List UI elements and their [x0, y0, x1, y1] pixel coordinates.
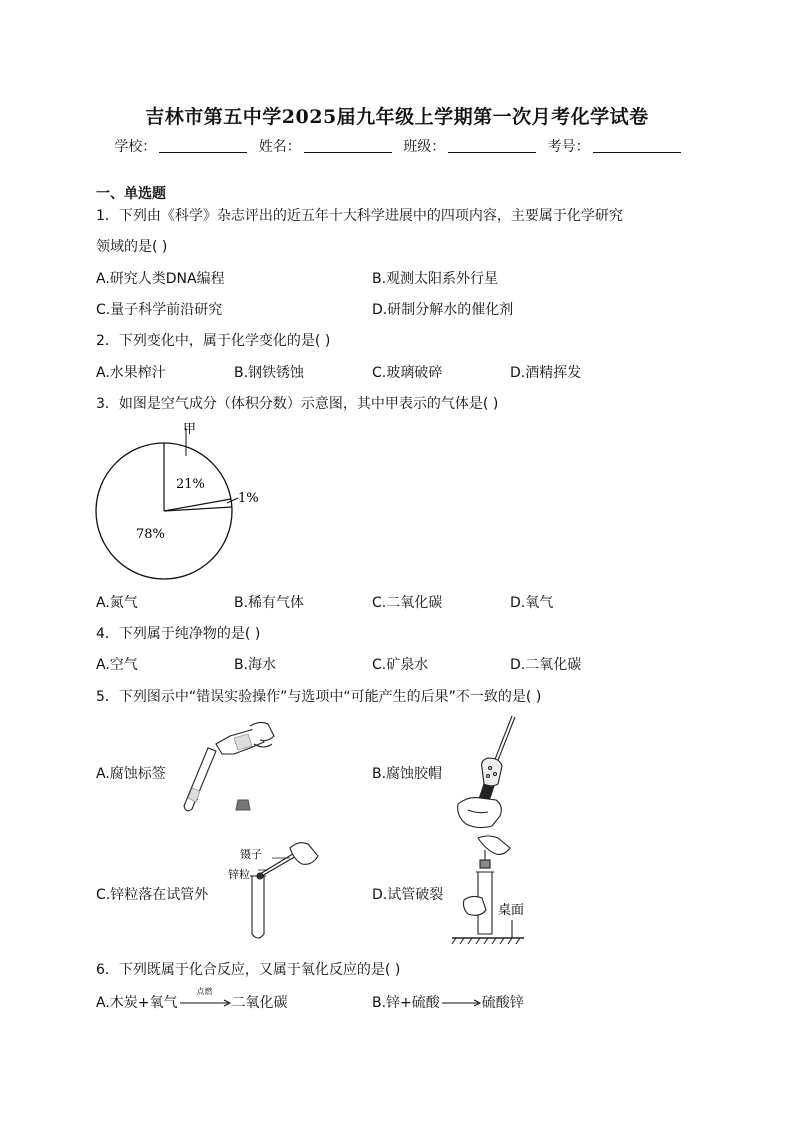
reaction-arrow-icon — [440, 998, 482, 1008]
pie-label-1: 1% — [238, 491, 259, 506]
question-1-stem: 1．下列由《科学》杂志评出的近五年十大科学进展中的四项内容，主要属于化学研究 — [96, 208, 623, 224]
q4-option-a: A.空气 — [96, 657, 138, 673]
ignite-condition-label: 点燃 — [196, 987, 213, 996]
q3-option-a: A.氮气 — [96, 595, 138, 611]
q2-option-a: A.水果榨汁 — [96, 365, 166, 381]
q5-option-d: D.试管破裂 — [372, 887, 444, 903]
school-blank — [159, 138, 247, 153]
q6-option-a-arrow — [178, 987, 232, 1010]
q1-option-b: B.观测太阳系外行星 — [372, 271, 499, 287]
section-title: 一、单选题 — [96, 186, 166, 202]
q5-option-b: B.腐蚀胶帽 — [372, 766, 443, 782]
reaction-arrow-icon — [178, 998, 232, 1008]
figure-c-zinc-illustration — [228, 840, 324, 944]
q4-option-d: D.二氧化碳 — [510, 657, 582, 673]
q6-option-a-product: 二氧化碳 — [231, 995, 288, 1011]
question-3-stem: 3．如图是空气成分（体积分数）示意图，其中甲表示的气体是( ) — [96, 396, 499, 412]
exam-number-label: 考号： — [547, 139, 590, 155]
name-blank — [304, 138, 392, 153]
pie-label-78: 78% — [136, 527, 165, 542]
q5-option-a: A.腐蚀标签 — [96, 766, 166, 782]
figure-d-tube-desk-illustration — [452, 834, 532, 946]
q4-option-c: C.矿泉水 — [372, 657, 429, 673]
q6-option-a-reactants: A.木炭+氧气 — [96, 995, 178, 1011]
desk-label: 桌面 — [498, 903, 525, 918]
air-composition-pie-figure — [90, 420, 280, 580]
exam-number-blank — [593, 138, 681, 153]
zinc-label: 锌粒 — [228, 868, 250, 881]
pie-label-jia: 甲 — [183, 422, 197, 437]
pie-label-21: 21% — [176, 477, 205, 492]
q1-option-c: C.量子科学前沿研究 — [96, 302, 223, 318]
q6-option-b-product: 硫酸锌 — [481, 995, 524, 1011]
q3-option-d: D.氧气 — [510, 595, 554, 611]
q2-option-b: B.钢铁锈蚀 — [234, 365, 305, 381]
school-label: 学校： — [114, 139, 157, 155]
class-blank — [448, 138, 536, 153]
figure-a-pouring-illustration — [168, 720, 278, 820]
q5-option-c: C.锌粒落在试管外 — [96, 887, 209, 903]
question-4-stem: 4．下列属于纯净物的是( ) — [96, 626, 261, 642]
q1-option-d: D.研制分解水的催化剂 — [372, 302, 514, 318]
tweezers-label: 镊子 — [240, 848, 262, 861]
q6-option-b-arrow — [440, 996, 482, 1010]
q4-option-b: B.海水 — [234, 657, 277, 673]
exam-title: 吉林市第五中学2025届九年级上学期第一次月考化学试卷 — [145, 106, 649, 128]
student-info-line — [0, 136, 794, 156]
name-label: 姓名： — [258, 139, 301, 155]
q2-option-c: C.玻璃破碎 — [372, 365, 443, 381]
q6-option-b-reactants: B.锌+硫酸 — [372, 995, 440, 1011]
q3-option-c: C.二氧化碳 — [372, 595, 443, 611]
question-2-stem: 2．下列变化中，属于化学变化的是( ) — [96, 333, 331, 349]
class-label: 班级： — [403, 139, 446, 155]
q2-option-d: D.酒精挥发 — [510, 365, 582, 381]
question-1-stem-cont: 领域的是( ) — [96, 239, 168, 255]
figure-b-dropper-illustration — [448, 712, 528, 834]
question-6-stem: 6．下列既属于化合反应，又属于氧化反应的是( ) — [96, 962, 401, 978]
q1-option-a: A.研究人类DNA编程 — [96, 271, 225, 287]
q6-option-a — [96, 987, 288, 1012]
question-5-stem: 5．下列图示中“错误实验操作”与选项中“可能产生的后果”不一致的是( ) — [96, 689, 542, 705]
q6-option-b — [372, 992, 524, 1012]
q3-option-b: B.稀有气体 — [234, 595, 305, 611]
